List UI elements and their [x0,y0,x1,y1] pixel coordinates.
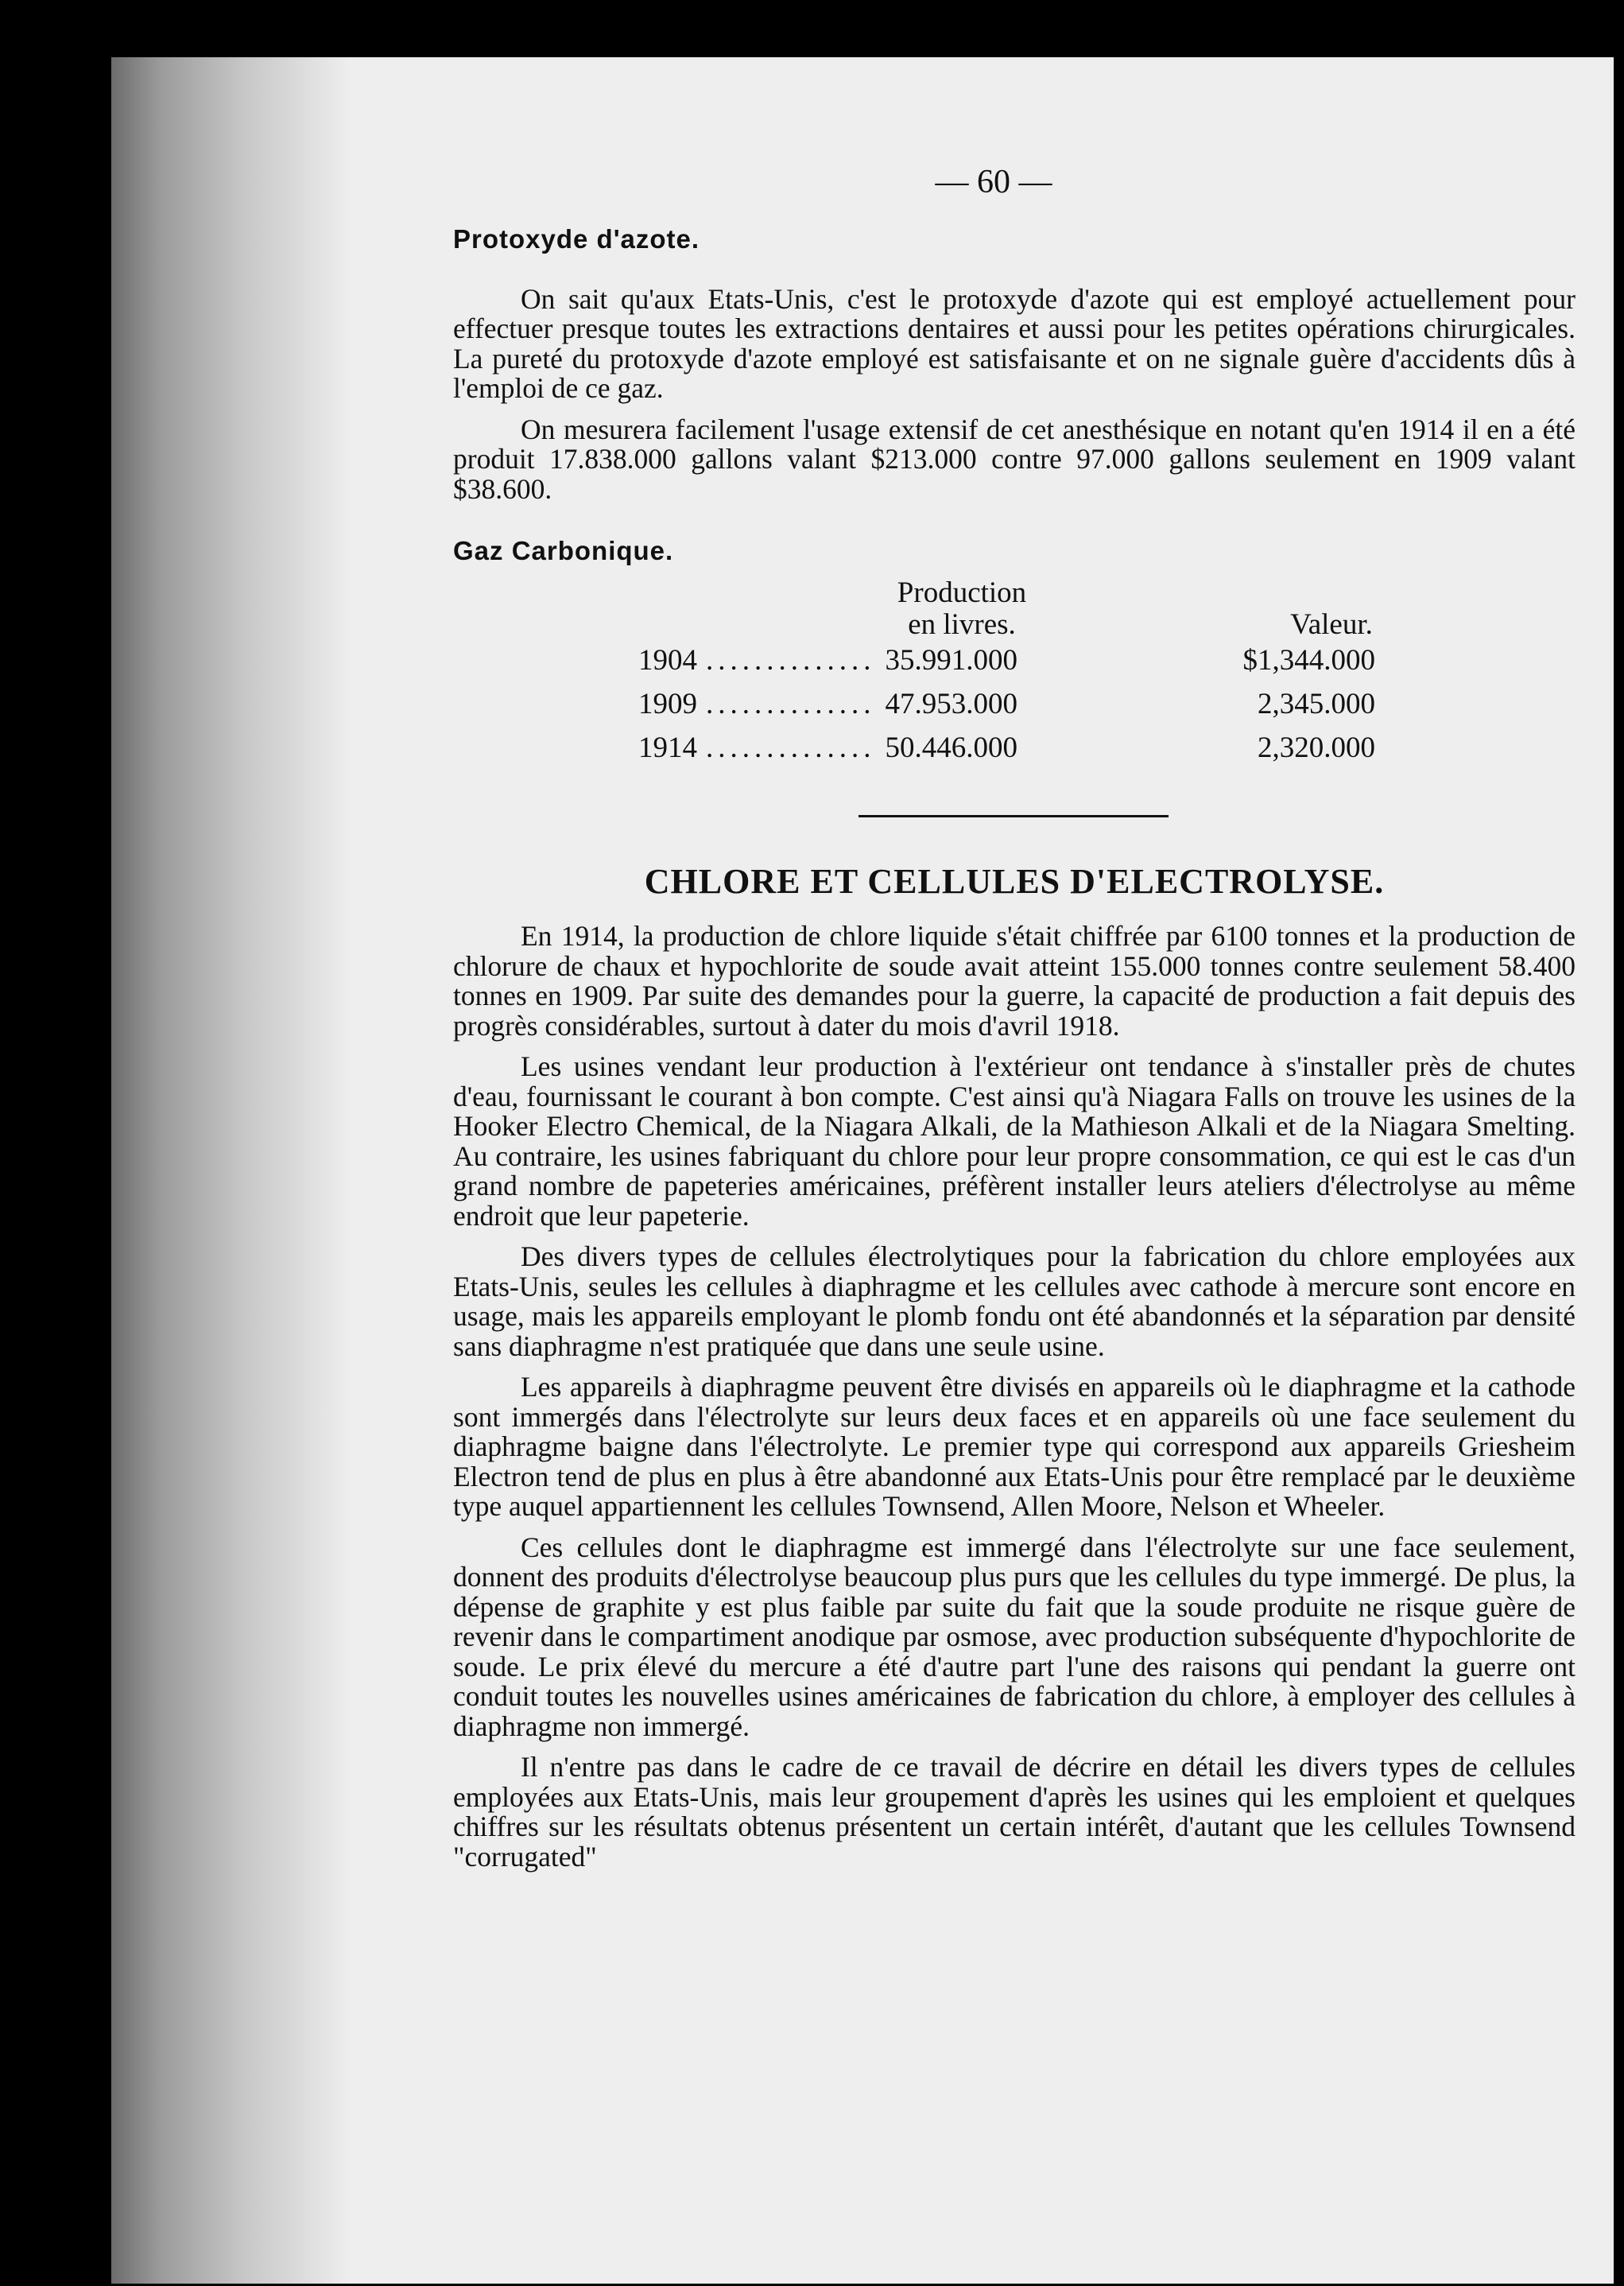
row-value: 2,345.000 [1258,687,1375,720]
paragraph: Ces cellules dont le diaphragme est immergé dans l'électrolyte sur une face seulement, donnent des produits d'électrolyse beaucoup plus purs que les cellules du type immergé. De plus, la dépense de graphite y est plus faible par suite du fait que la soude produite ne risque guère de revenir dans le compartiment anodique par osmose, avec production subséquente d'hypochlorite de soude. Le prix élevé du mercure a été d'autre part l'une des raisons qui pendant la guerre ont conduit toutes les nouvelles usines américaines de fabrication du chlore, à employer des cellules à diaphragme non immergé. [453,1531,1576,1742]
page-number: — 60 — [935,164,1052,200]
section-heading-gaz-carbonique: Gaz Carbonique. [453,536,674,565]
paragraph: Il n'entre pas dans le cadre de ce travail de décrire en détail les divers types de cellules employées aux Etats-Unis, mais leur groupement d'après les usines qui les emploient et quelques chiffres sur les résultats obtenus présentent un certain intérêt, d'autant que les cellules Townsend "corrugated" [453,1751,1576,1873]
row-year: 1909 [638,687,697,720]
paragraph: Des divers types de cellules électrolytiques pour la fabrication du chlore employées aux Etats-Unis, seules les cellules à diaphragme et les cellules avec cathode à mercure sont encore en usage, mais les appareils employant le plomb fondu ont été abandonnés et la séparation par densité sans diaphragme n'est pratiquée que dans une seule usine. [453,1240,1576,1362]
row-production: 50.446.000 [885,731,1017,764]
table-row [453,733,1576,777]
page-binding-shadow [111,57,350,2284]
row-production: 35.991.000 [885,643,1017,677]
chapter-title: CHLORE ET CELLULES D'ELECTROLYSE. [644,861,1385,901]
row-production: 47.953.000 [885,687,1017,720]
row-value: 2,320.000 [1258,731,1375,764]
row-value: $1,344.000 [1242,643,1375,677]
page-content [453,224,1576,1872]
paragraph: Les appareils à diaphragme peuvent être divisés en appareils où le diaphragme et la cathode sont immergés dans l'électrolyte sur leurs deux faces et en appareils où une face seulement du diaphragme baigne dans l'électrolyte. Le premier type qui correspond aux appareils Griesheim Electron tend de plus en plus à être abandonné aux Etats-Unis pour être remplacé par le deuxième type auquel appartiennent les cellules Townsend, Allen Moore, Nelson et Wheeler. [453,1371,1576,1522]
leader-dots: .............. [706,731,876,764]
header-value: Valeur. [1290,607,1373,641]
section-divider [859,815,1169,817]
paragraph: On mesurera facilement l'usage extensif de cet anesthésique en notant qu'en 1914 il en a été produit 17.838.000 gallons valant $213.000 contre 97.000 gallons seulement en 1909 valant $38.600. [453,413,1576,505]
paragraph: Les usines vendant leur production à l'extérieur ont tendance à s'installer près de chutes d'eau, fournissant le courant à bon compte. C'est ainsi qu'à Niagara Falls on trouve les usines de la Hooker Electro Chemical, de la Niagara Alkali, de la Mathieson Alkali et de la Niagara Smelting. Au contraire, les usines fabriquant du chlore pour leur propre consommation, ce qui est le cas d'un grand nombre de papeteries américaines, préfèrent installer leurs ateliers d'électrolyse au même endroit que leur papeterie. [453,1050,1576,1232]
header-production: Production en livres. [897,576,1027,641]
section-heading-protoxyde: Protoxyde d'azote. [453,224,700,254]
paragraph: On sait qu'aux Etats-Unis, c'est le protoxyde d'azote qui est employé actuellement pour effectuer presque toutes les extractions dentaires et aussi pour les petites opérations chirurgicales. La pureté du protoxyde d'azote employé est satisfaisante et on ne signale guère d'accidents dûs à l'emploi de ce gaz. [453,282,1576,404]
paragraph: En 1914, la production de chlore liquide s'était chiffrée par 6100 tonnes et la production de chlorure de chaux et hypochlorite de soude avait atteint 155.000 tonnes contre seulement 58.400 tonnes en 1909. Par suite des demandes pour la guerre, la capacité de production a fait depuis des progrès considérables, surtout à dater du mois d'avril 1918. [453,920,1576,1042]
leader-dots: .............. [706,687,876,720]
leader-dots: .............. [706,643,876,677]
production-table [453,577,1576,777]
row-year: 1904 [638,643,697,677]
table-row [453,643,1576,689]
chapter-body [453,922,1576,1872]
row-year: 1914 [638,731,697,764]
table-row [453,689,1576,733]
table-header [453,577,1576,646]
